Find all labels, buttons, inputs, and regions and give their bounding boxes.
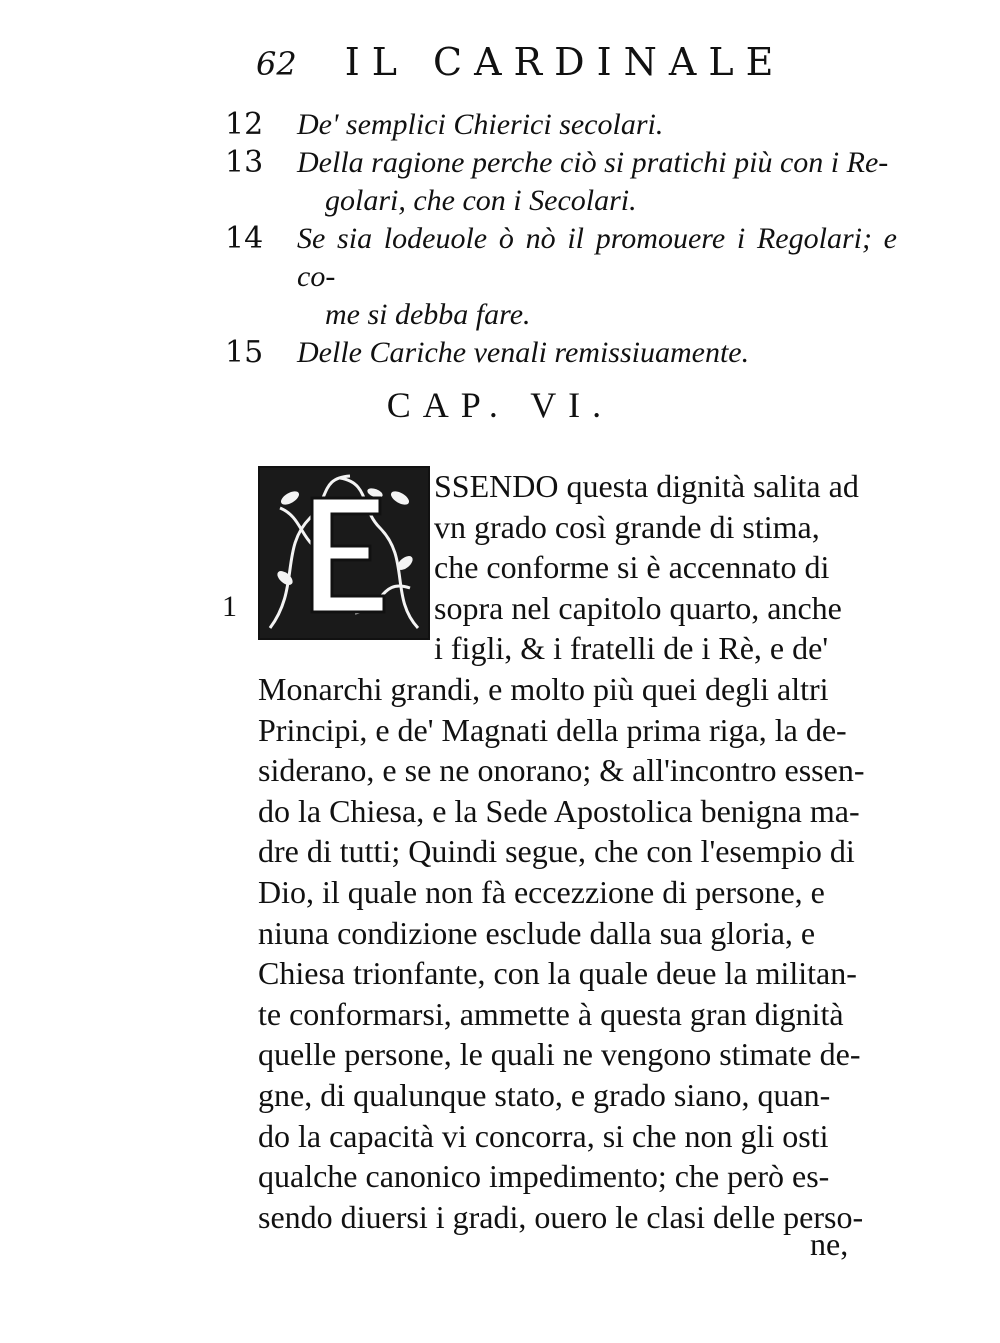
- contents-item-number: 15: [225, 335, 264, 370]
- contents-item: [225, 334, 915, 372]
- contents-item-number: 13: [225, 145, 264, 180]
- body-text: [258, 669, 903, 1237]
- contents-item-number: 12: [225, 107, 264, 142]
- contents-item: [225, 220, 915, 334]
- contents-item-number: 14: [225, 221, 264, 256]
- contents-line: Delle Cariche venali remissiuamente.: [297, 336, 750, 369]
- contents-line: De' semplici Chierici secolari.: [297, 108, 664, 141]
- running-header: [256, 40, 896, 90]
- contents-item: [225, 144, 915, 220]
- text-line: do la Chiesa, e la Sede Apostolica benigna ma-: [258, 792, 860, 829]
- chapter-heading: CAP. VI.: [386, 385, 614, 425]
- text-line: te conformarsi, ammette à questa gran dignità: [258, 995, 844, 1032]
- contents-line: Se sia lodeuole ò nò il promouere i Regolari; e co-: [297, 222, 897, 293]
- text-line: niuna condizione esclude dalla sua gloria, e: [258, 914, 816, 951]
- contents-line: me si debba fare.: [325, 298, 531, 331]
- contents-line: Della ragione perche ciò si pratichi più con i Re-: [297, 146, 889, 179]
- page-number: 62: [256, 45, 297, 83]
- contents-item: [225, 106, 915, 144]
- contents-item-text: [297, 144, 897, 220]
- running-title: IL CARDINALE: [344, 40, 786, 84]
- text-line: do la capacità vi concorra, si che non gli osti: [258, 1117, 829, 1154]
- text-line: Principi, e de' Magnati della prima riga, la de-: [258, 711, 847, 748]
- text-line: SSENDO questa dignità salita ad: [434, 468, 859, 504]
- text-line: Chiesa trionfante, con la quale deue la militan-: [258, 955, 857, 992]
- text-line: Dio, il quale non fà eccezzione di persone, e: [258, 873, 825, 910]
- text-line: che conforme si è accennato di: [434, 549, 830, 586]
- text-line: gne, di qualunque stato, e grado siano, quan-: [258, 1076, 831, 1113]
- text-line: Monarchi grandi, e molto più quei degli altri: [258, 671, 829, 707]
- text-line: dre di tutti; Quindi segue, che con l'esempio di: [258, 833, 855, 870]
- catchword: ne,: [810, 1226, 849, 1262]
- text-line: quelle persone, le quali ne vengono stimate de-: [258, 1036, 861, 1073]
- contents-item-text: [297, 334, 897, 372]
- contents-line: golari, che con i Secolari.: [325, 184, 637, 217]
- text-line: sendo diuersi i gradi, ouero le clasi delle perso-: [258, 1198, 864, 1235]
- contents-item-text: [297, 220, 897, 334]
- text-line: siderano, e se ne onorano; & all'incontro essen-: [258, 752, 865, 789]
- decorated-initial-icon: [258, 466, 430, 640]
- text-line: vn grado così grande di stima,: [434, 508, 820, 545]
- marginal-number: 1: [222, 590, 237, 623]
- body-text-beside-initial: [434, 466, 902, 669]
- contents-item-text: [297, 106, 897, 144]
- text-line: qualche canonico impedimento; che però es-: [258, 1158, 830, 1195]
- chapter-contents-list: [225, 106, 915, 372]
- text-line: sopra nel capitolo quarto, anche: [434, 589, 842, 626]
- text-line: i figli, & i fratelli de i Rè, e de': [434, 630, 829, 667]
